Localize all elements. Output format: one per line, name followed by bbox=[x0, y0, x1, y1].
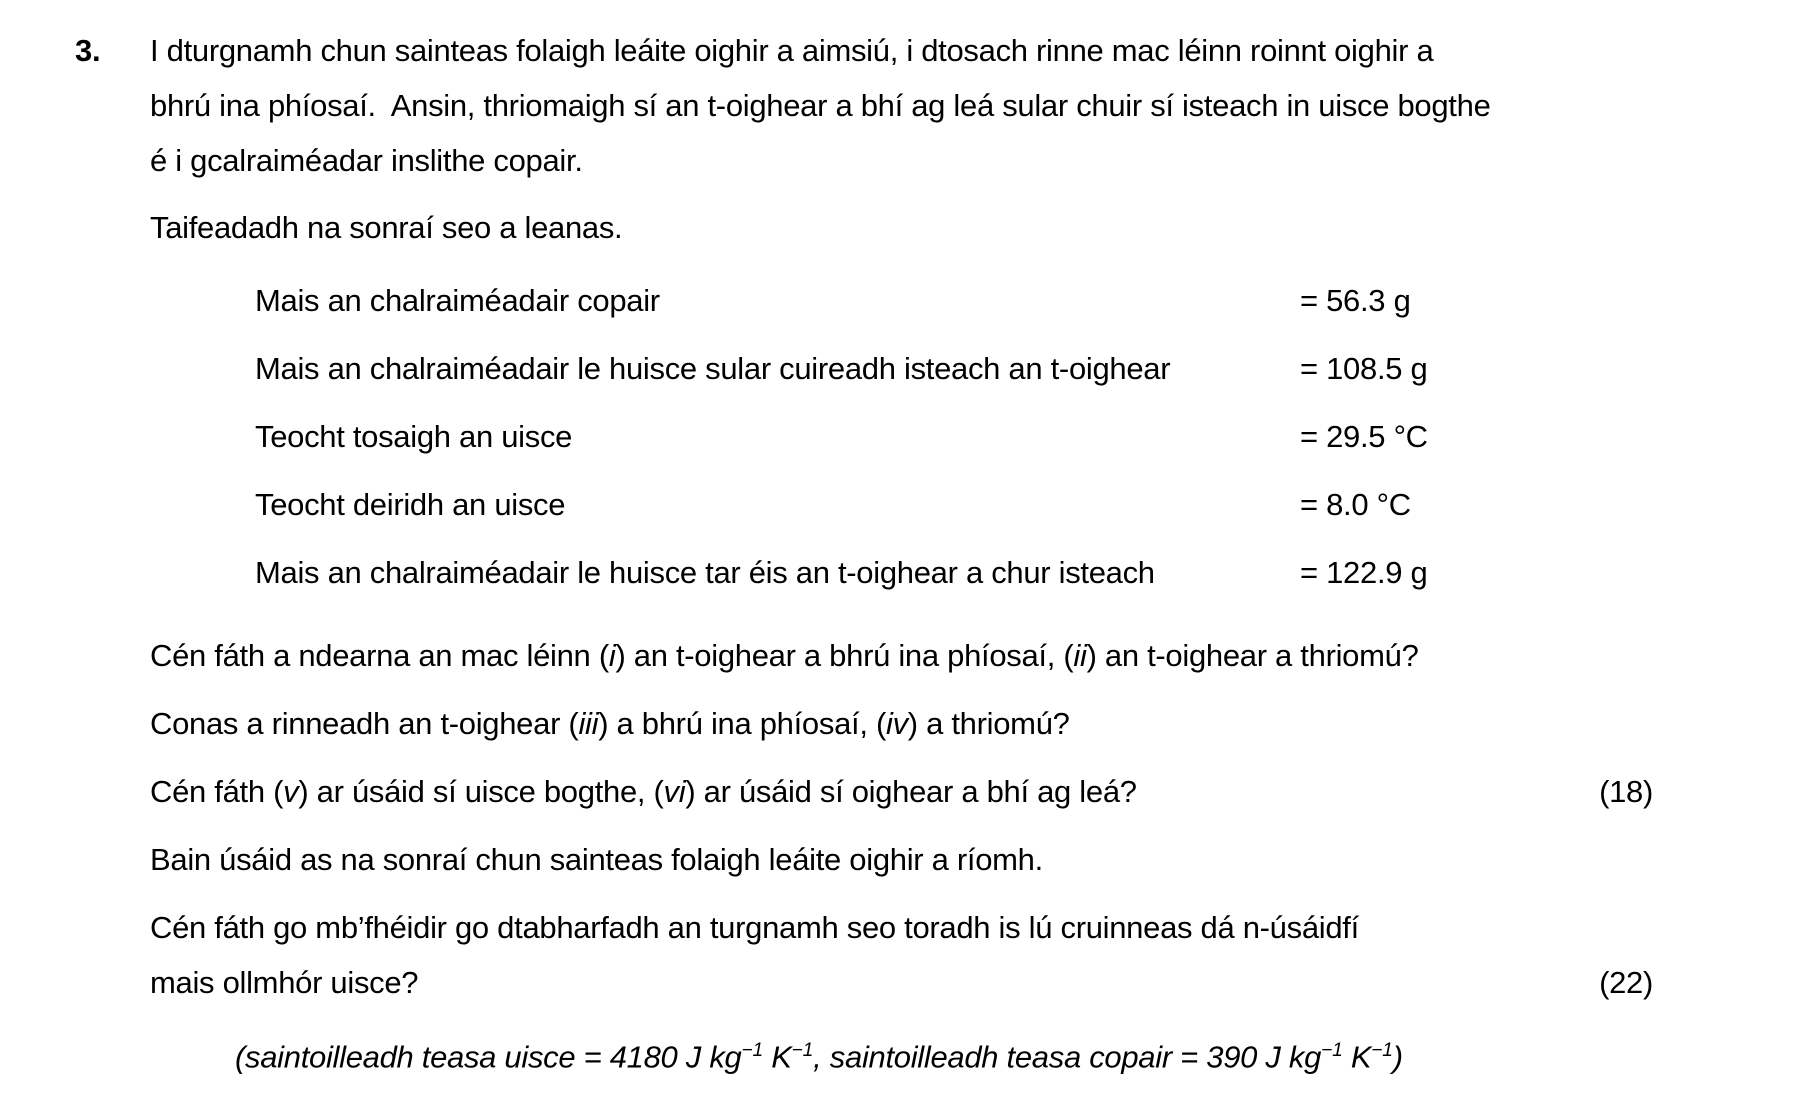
prompt-text bbox=[150, 764, 1137, 819]
data-intro: Taifeadadh na sonraí seo a leanas. bbox=[150, 210, 623, 245]
prompt-line bbox=[150, 900, 1653, 955]
measurement-value: = 8.0 °C bbox=[1300, 487, 1411, 522]
question-3 bbox=[0, 23, 1818, 1084]
text-segment: ii bbox=[1073, 638, 1087, 673]
text-segment: Cén fáth ( bbox=[150, 774, 284, 809]
measurement-row bbox=[255, 403, 1653, 471]
question-prompts bbox=[150, 628, 1653, 1010]
prompt-block bbox=[150, 900, 1653, 1010]
prompt-text bbox=[150, 955, 418, 1010]
text-segment: vi bbox=[663, 774, 686, 809]
measurement-label: Teocht tosaigh an uisce bbox=[255, 419, 573, 454]
text-segment: Cén fáth a ndearna an mac léinn ( bbox=[150, 638, 609, 673]
text-segment: , saintoilleadh teasa copair = 390 J kg bbox=[813, 1039, 1322, 1075]
text-segment: mais ollmhór uisce? bbox=[150, 965, 419, 1000]
text-segment: iv bbox=[885, 706, 908, 741]
text-segment: ) an t-oighear a thriomú? bbox=[1086, 638, 1419, 673]
measurement-row bbox=[255, 335, 1653, 403]
prompt-line bbox=[150, 832, 1653, 887]
text-segment: i bbox=[608, 638, 616, 673]
prompt-text bbox=[150, 900, 1359, 955]
text-segment: ) ar úsáid sí oighear a bhí ag leá? bbox=[685, 774, 1137, 809]
measurement-label: Mais an chalraiméadair le huisce tar éis an t-oighear a chur isteach bbox=[255, 555, 1155, 590]
text-segment: ) bbox=[1392, 1039, 1403, 1075]
prompt-block bbox=[150, 628, 1653, 683]
measurement-row bbox=[255, 267, 1653, 335]
question-body bbox=[150, 23, 1653, 1084]
prompt-line bbox=[150, 955, 1653, 1010]
text-segment: (saintoilleadh teasa uisce = 4180 J kg bbox=[235, 1039, 742, 1075]
text-segment: ) an t-oighear a bhrú ina phíosaí, ( bbox=[615, 638, 1074, 673]
measurement-value: = 122.9 g bbox=[1300, 555, 1428, 590]
intro-line-1: I dturgnamh chun sainteas folaigh leáite oighir a aimsiú, i dtosach rinne mac léinn roinnt oighir a bbox=[150, 33, 1434, 68]
text-segment: K bbox=[1342, 1039, 1372, 1075]
prompt-text bbox=[150, 696, 1070, 751]
prompt-block bbox=[150, 832, 1653, 887]
prompt-line bbox=[150, 764, 1653, 819]
text-segment: −1 bbox=[1321, 1040, 1343, 1061]
text-segment: K bbox=[762, 1039, 792, 1075]
text-segment: iii bbox=[578, 706, 599, 741]
question-number: 3. bbox=[75, 33, 101, 68]
intro-line-2: bhrú ina phíosaí. Ansin, thriomaigh sí an t-oighear a bhí ag leá sular chuir sí isteach in uisce bogthe bbox=[150, 88, 1491, 123]
prompt-block bbox=[150, 696, 1653, 751]
prompt-line bbox=[150, 628, 1653, 683]
measurement-value: = 56.3 g bbox=[1300, 283, 1411, 318]
measurement-label: Mais an chalraiméadair le huisce sular cuireadh isteach an t-oighear bbox=[255, 351, 1171, 386]
text-segment: Cén fáth go mb’fhéidir go dtabharfadh an turgnamh seo toradh is lú cruinneas dá n-úsáidfí bbox=[150, 910, 1359, 945]
measurement-row bbox=[255, 471, 1653, 539]
measurements-table bbox=[255, 267, 1653, 607]
prompt-block bbox=[150, 764, 1653, 819]
measurement-row bbox=[255, 539, 1653, 607]
text-segment: −1 bbox=[791, 1040, 814, 1061]
prompt-text bbox=[150, 832, 1043, 887]
measurement-label: Mais an chalraiméadair copair bbox=[255, 283, 660, 318]
measurement-value: = 108.5 g bbox=[1300, 351, 1428, 386]
text-segment: −1 bbox=[1371, 1040, 1393, 1061]
prompt-text bbox=[150, 628, 1419, 683]
text-segment: ) a thriomú? bbox=[907, 706, 1070, 741]
text-segment: v bbox=[283, 774, 299, 809]
marks-badge: (22) bbox=[1599, 965, 1653, 1000]
intro-line-3: é i gcalraiméadar inslithe copair. bbox=[150, 143, 583, 178]
prompt-line bbox=[150, 696, 1653, 751]
constants-note bbox=[235, 1023, 1653, 1084]
text-segment: Conas a rinneadh an t-oighear ( bbox=[150, 706, 579, 741]
measurement-label: Teocht deiridh an uisce bbox=[255, 487, 566, 522]
text-segment: ) a bhrú ina phíosaí, ( bbox=[598, 706, 886, 741]
text-segment: −1 bbox=[741, 1040, 763, 1061]
text-segment: ) ar úsáid sí uisce bogthe, ( bbox=[298, 774, 664, 809]
marks-badge: (18) bbox=[1599, 774, 1653, 809]
text-segment: Bain úsáid as na sonraí chun sainteas folaigh leáite oighir a ríomh. bbox=[150, 842, 1043, 877]
measurement-value: = 29.5 °C bbox=[1300, 419, 1428, 454]
